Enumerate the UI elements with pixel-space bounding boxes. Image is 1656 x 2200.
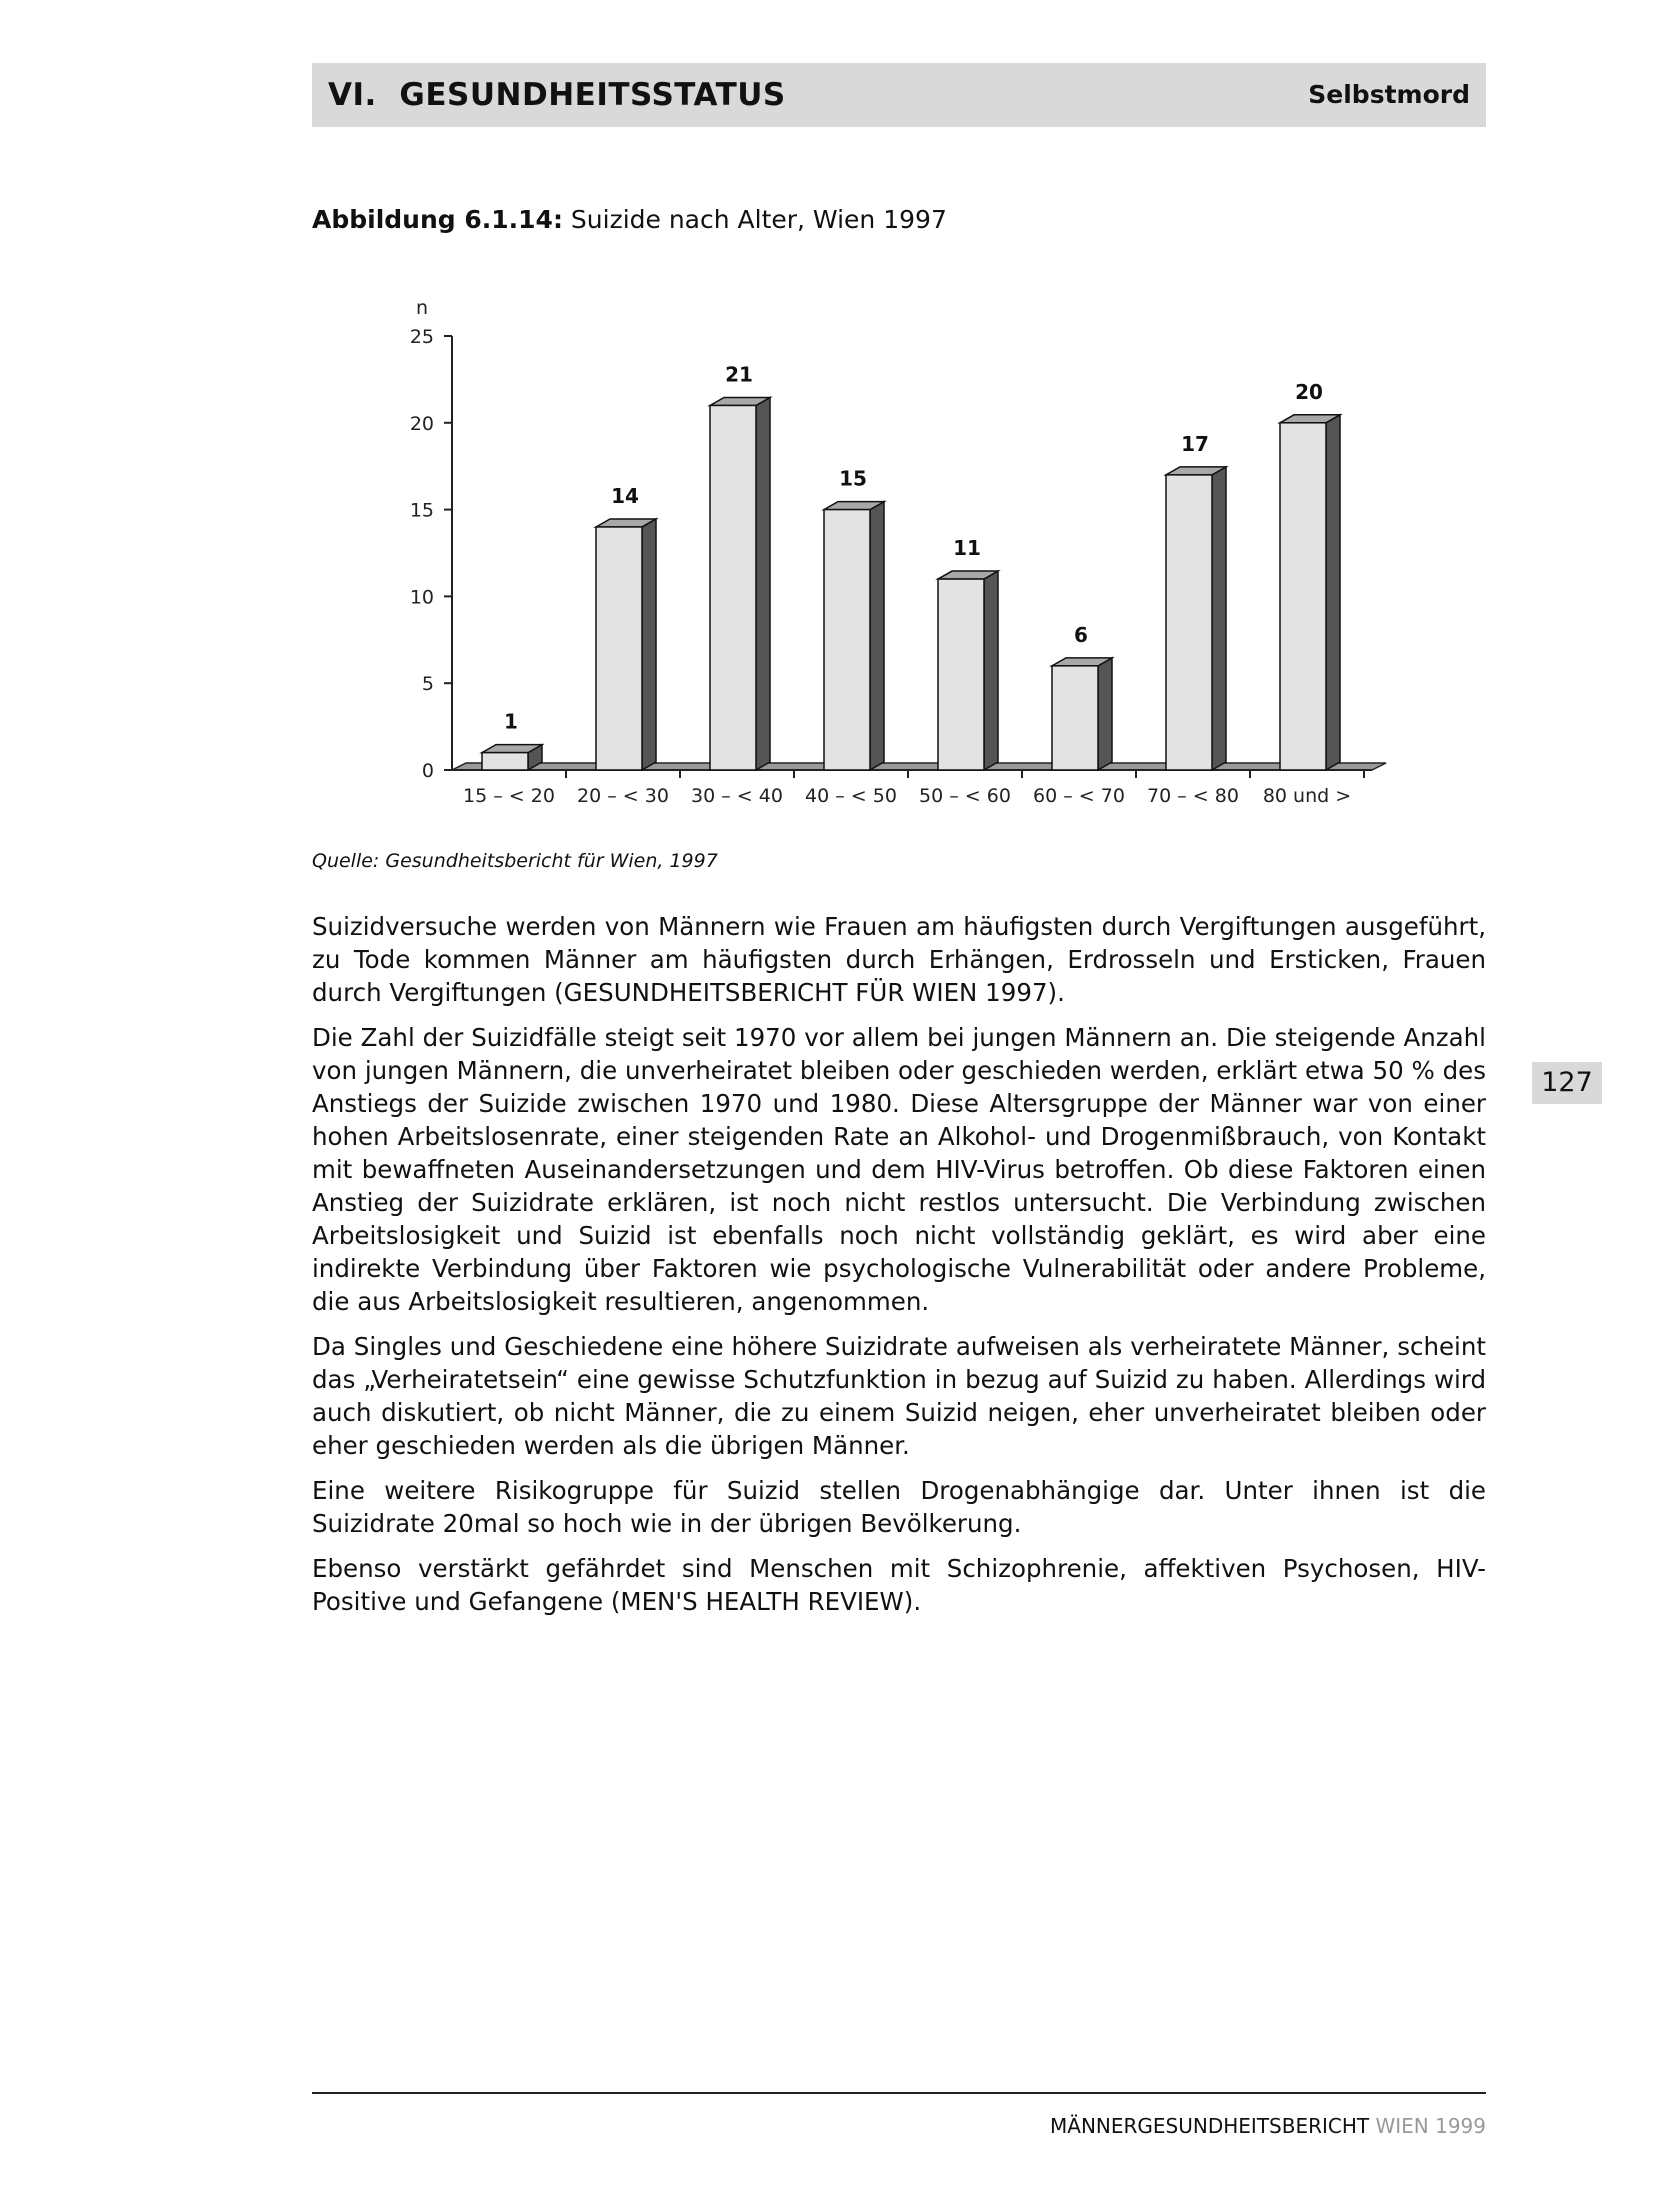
- data-label: 21: [725, 362, 753, 387]
- body-text: [312, 910, 1486, 1630]
- y-tick-label: 0: [421, 760, 434, 782]
- figure-caption: [312, 205, 947, 234]
- bar-side: [984, 571, 998, 770]
- bar: [824, 510, 870, 770]
- y-axis-label: n: [416, 297, 429, 319]
- section-number: VI.: [328, 77, 377, 113]
- y-tick-label: 25: [409, 326, 434, 348]
- footer-rule: [312, 2092, 1486, 2094]
- chart-floor: [452, 763, 1386, 770]
- data-label: 17: [1181, 431, 1209, 456]
- bar: [1166, 475, 1212, 770]
- bar: [1280, 423, 1326, 770]
- bar-side: [870, 502, 884, 770]
- bar-side: [642, 519, 656, 770]
- bar: [1052, 666, 1098, 770]
- bar-chart: [380, 280, 1400, 820]
- bar: [482, 753, 528, 770]
- bar: [596, 527, 642, 770]
- bar-side: [756, 397, 770, 770]
- page-number: 127: [1532, 1062, 1602, 1104]
- section-name: GESUNDHEITSSTATUS: [399, 77, 786, 113]
- paragraph: Die Zahl der Suizidfälle steigt seit 1970 vor allem bei jungen Männern an. Die steigende Anzahl von jungen Männern, die unverheiratet bleiben oder geschieden werden, erklärt etwa 50 % des Anstiegs der Suizide zwischen 1970 und 1980. Diese Altersgruppe der Männer war von einer hohen Arbeitslosenrate, einer steigenden Rate an Alkohol- und Drogenmißbrauch, von Kontakt mit bewaffneten Auseinandersetzungen und dem HIV-Virus betroffen. Ob diese Faktoren einen Anstieg der Suizidrate erklären, ist noch nicht restlos untersucht. Die Verbindung zwischen Arbeitslosigkeit und Suizid ist ebenfalls noch nicht vollständig geklärt, es wird aber eine indirekte Verbindung über Faktoren wie psychologische Vulnerabilität oder andere Probleme, die aus Arbeitslosigkeit resultieren, angenommen.: [312, 1023, 1486, 1316]
- figure-label: Abbildung 6.1.14:: [312, 205, 563, 234]
- x-tick-label: 80 und >: [1262, 785, 1352, 807]
- bar-side: [1212, 467, 1226, 770]
- x-tick-label: 20 – < 30: [577, 785, 669, 807]
- x-tick-label: 50 – < 60: [919, 785, 1011, 807]
- x-tick-label: 30 – < 40: [691, 785, 783, 807]
- paragraph: Suizidversuche werden von Männern wie Frauen am häufigsten durch Vergiftungen ausgeführt, zu Tode kommen Männer am häufigsten durch Erhängen, Erdrosseln und Ersticken, Frauen durch Vergiftungen (GESUNDHEITSBERICHT FÜR WIEN 1997).: [312, 912, 1486, 1007]
- footer-subtitle: WIEN 1999: [1375, 2114, 1486, 2138]
- x-tick-label: 60 – < 70: [1033, 785, 1125, 807]
- figure-title: Suizide nach Alter, Wien 1997: [570, 205, 947, 234]
- section-header: [312, 63, 1486, 127]
- x-tick-label: 40 – < 50: [805, 785, 897, 807]
- y-tick-label: 15: [409, 499, 434, 522]
- data-label: 6: [1074, 622, 1088, 647]
- data-label: 11: [953, 536, 981, 561]
- x-tick-label: 15 – < 20: [463, 785, 555, 807]
- data-label: 1: [504, 709, 518, 734]
- x-tick-label: 70 – < 80: [1147, 785, 1239, 807]
- paragraph: Da Singles und Geschiedene eine höhere Suizidrate aufweisen als verheiratete Männer, scheint das „Verheiratetsein“ eine gewisse Schutzfunktion in bezug auf Suizid zu haben. Allerdings wird auch diskutiert, ob nicht Männer, die zu einem Suizid neigen, eher unverheiratet bleiben oder eher geschieden werden als die übrigen Männer.: [312, 1332, 1486, 1460]
- paragraph: Ebenso verstärkt gefährdet sind Menschen mit Schizophrenie, affektiven Psychosen, HIV-Positive und Gefangene (MEN'S HEALTH REVIEW).: [312, 1554, 1486, 1616]
- y-tick-label: 10: [409, 586, 434, 609]
- data-label: 15: [839, 466, 867, 491]
- bar: [710, 405, 756, 770]
- data-label: 14: [611, 483, 639, 508]
- footer-title: MÄNNERGESUNDHEITSBERICHT: [1050, 2114, 1370, 2138]
- paragraph: Eine weitere Risikogruppe für Suizid stellen Drogenabhängige dar. Unter ihnen ist die Suizidrate 20mal so hoch wie in der übrigen Bevölkerung.: [312, 1476, 1486, 1538]
- data-label: 20: [1295, 379, 1323, 404]
- section-title: [328, 77, 786, 113]
- y-tick-label: 5: [421, 673, 434, 696]
- y-tick-label: 20: [409, 412, 434, 435]
- bar-side: [1326, 415, 1340, 770]
- figure-source: Quelle: Gesundheitsbericht für Wien, 1997: [312, 850, 718, 872]
- footer: [1050, 2114, 1486, 2138]
- section-topic: Selbstmord: [1308, 80, 1470, 109]
- bar-side: [1098, 658, 1112, 770]
- bar: [938, 579, 984, 770]
